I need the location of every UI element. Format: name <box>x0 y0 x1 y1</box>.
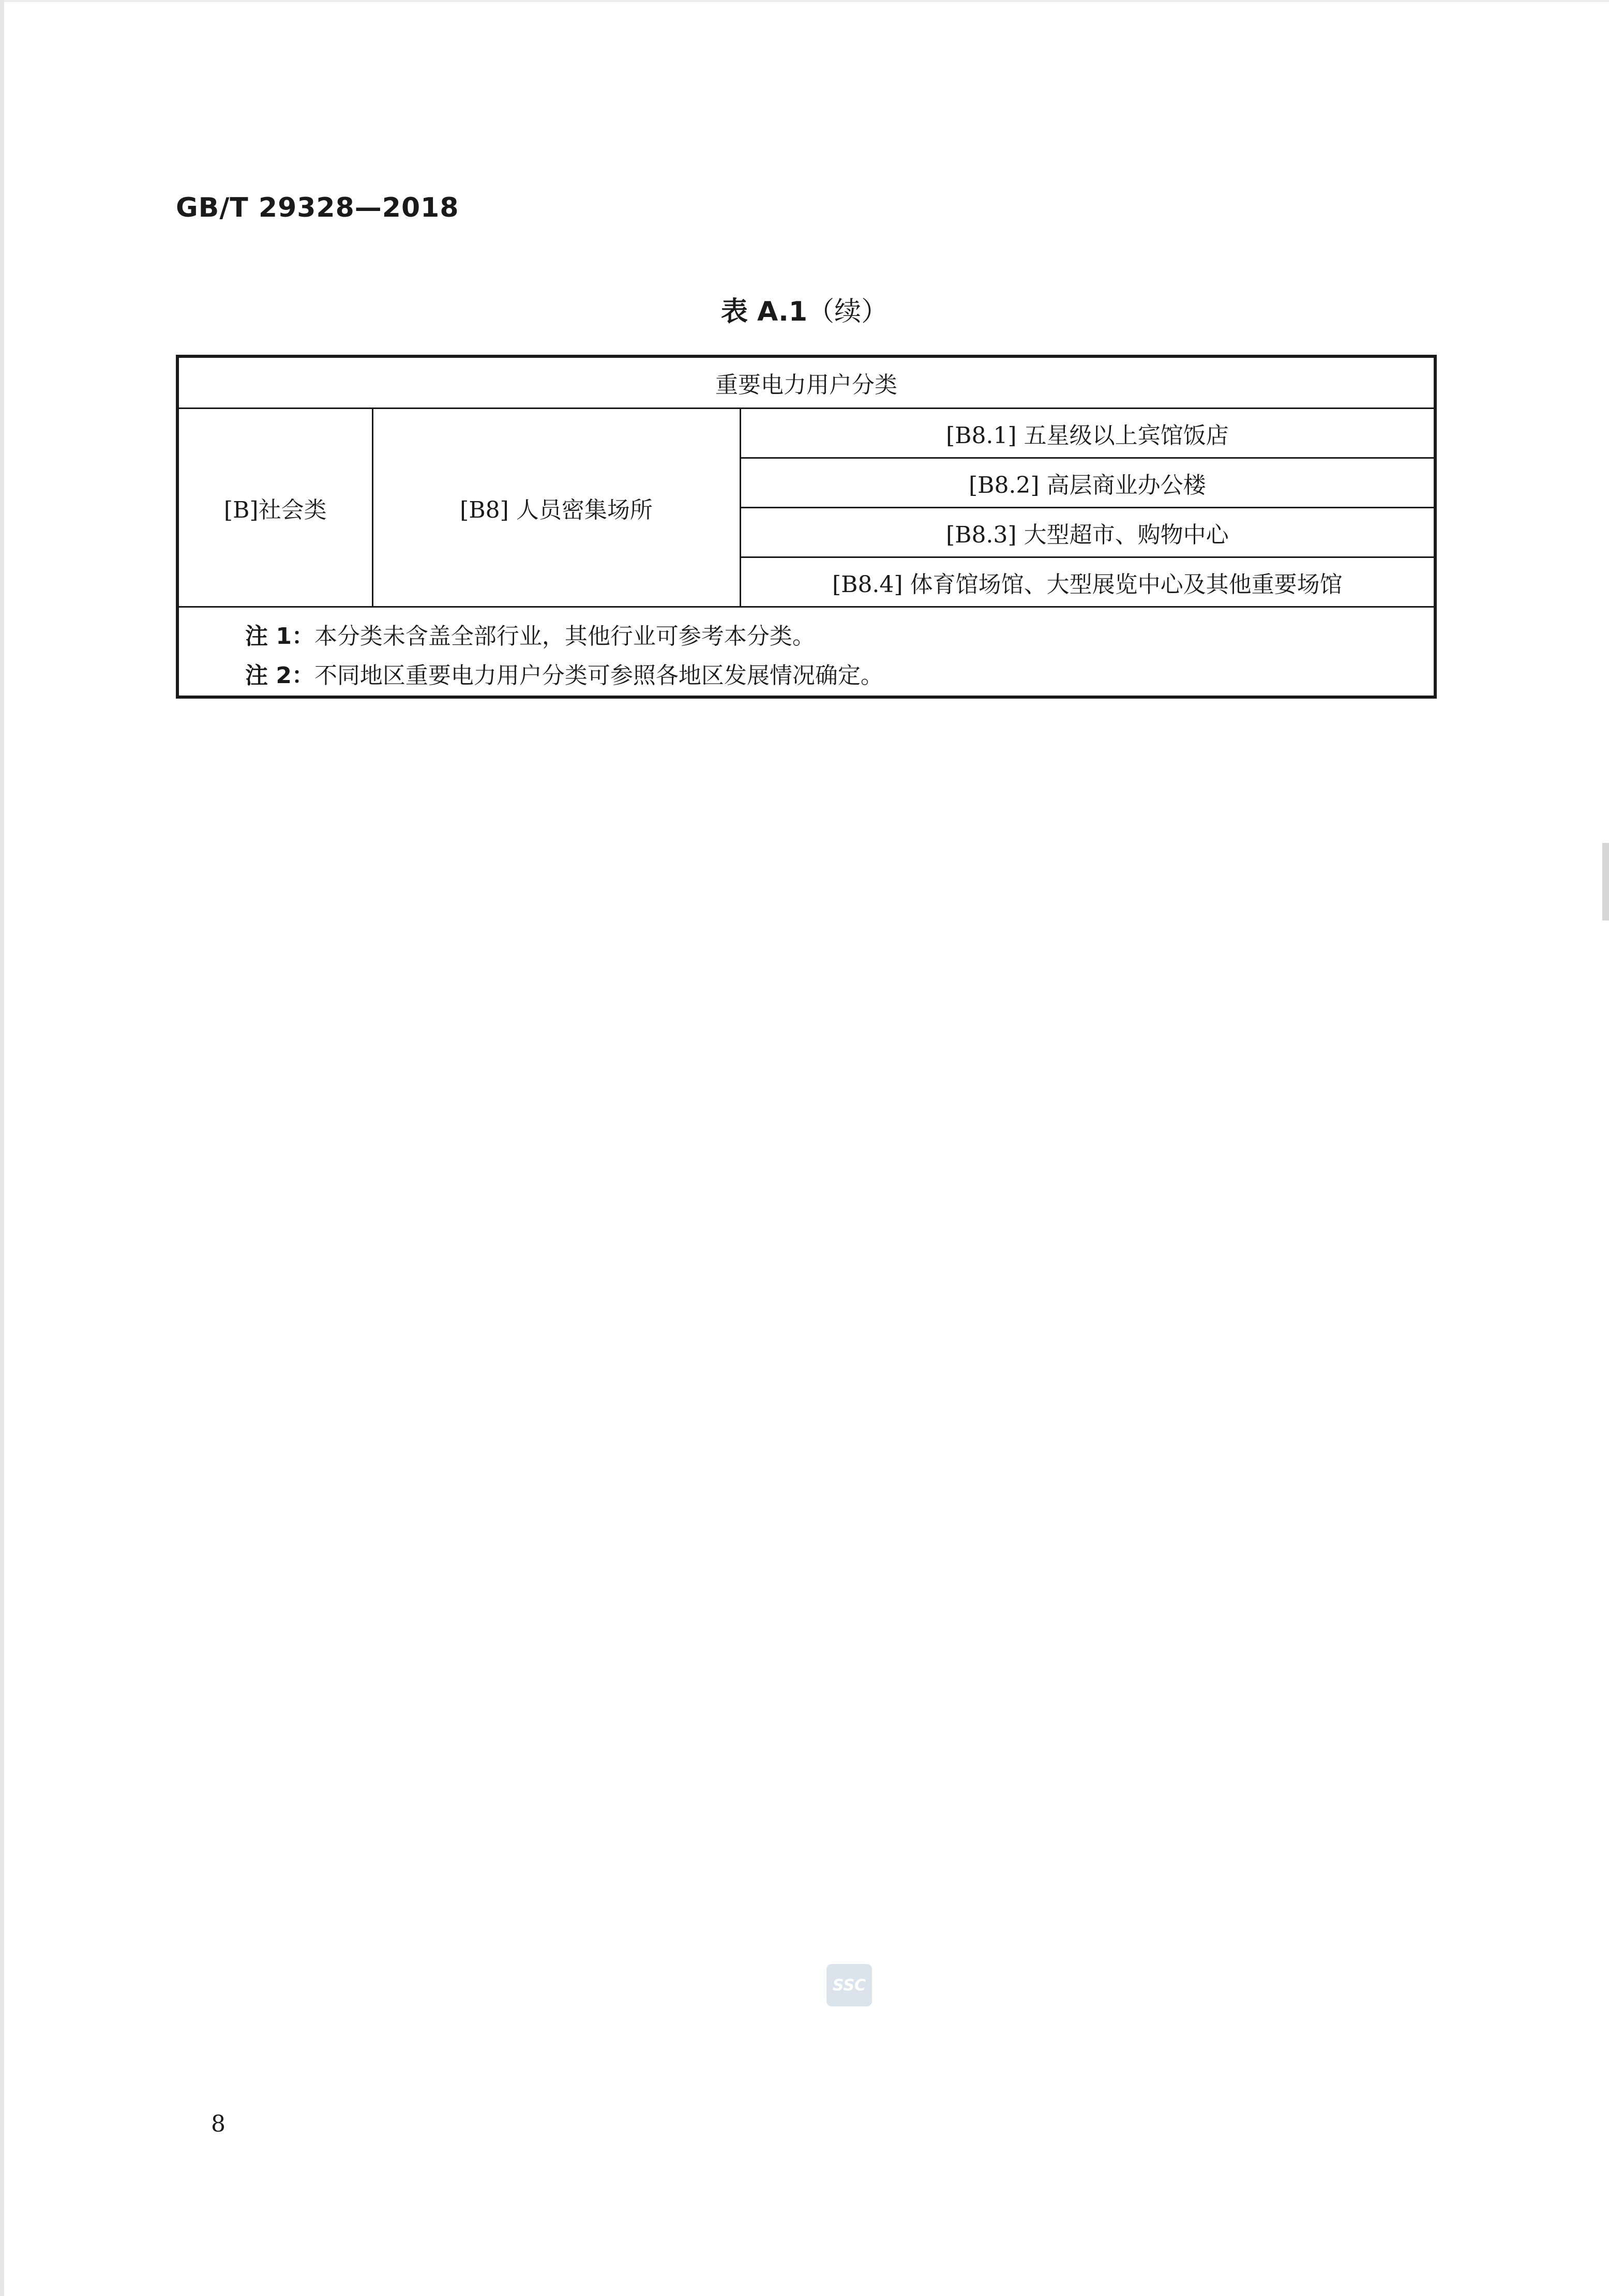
note-1-text: 本分类未含盖全部行业，其他行业可参考本分类。 <box>314 623 815 649</box>
standard-number: GB/T 29328—2018 <box>176 192 459 223</box>
table-caption <box>0 290 1609 328</box>
note-2-text: 不同地区重要电力用户分类可参照各地区发展情况确定。 <box>314 662 883 689</box>
notes-row <box>177 607 1435 698</box>
item-cell: [B8.4] 体育馆场馆、大型展览中心及其他重要场馆 <box>740 557 1435 607</box>
classification-table <box>176 355 1437 699</box>
notes-cell <box>177 607 1435 698</box>
subcategory-cell: [B8] 人员密集场所 <box>372 409 740 607</box>
note-1 <box>245 617 1434 656</box>
page-number: 8 <box>211 2111 225 2137</box>
note-1-label: 注 1： <box>245 623 314 649</box>
watermark-logo <box>826 1964 872 2006</box>
note-2 <box>245 656 1434 696</box>
table-header-cell: 重要电力用户分类 <box>177 356 1435 409</box>
page-top-edge <box>0 0 1609 2</box>
item-cell: [B8.2] 高层商业办公楼 <box>740 458 1435 508</box>
page-left-edge <box>0 0 4 2296</box>
category-cell: [B]社会类 <box>177 409 372 607</box>
note-2-label: 注 2： <box>245 662 314 689</box>
page-right-edge-mark <box>1602 843 1609 920</box>
item-cell: [B8.3] 大型超市、购物中心 <box>740 508 1435 557</box>
item-cell: [B8.1] 五星级以上宾馆饭店 <box>740 409 1435 458</box>
table-row <box>177 409 1435 458</box>
table-caption-suffix: （续） <box>807 296 889 327</box>
table-caption-label: 表 A.1 <box>720 296 808 327</box>
watermark-logo-text: SSC <box>832 1976 866 1995</box>
table-header-row <box>177 356 1435 409</box>
